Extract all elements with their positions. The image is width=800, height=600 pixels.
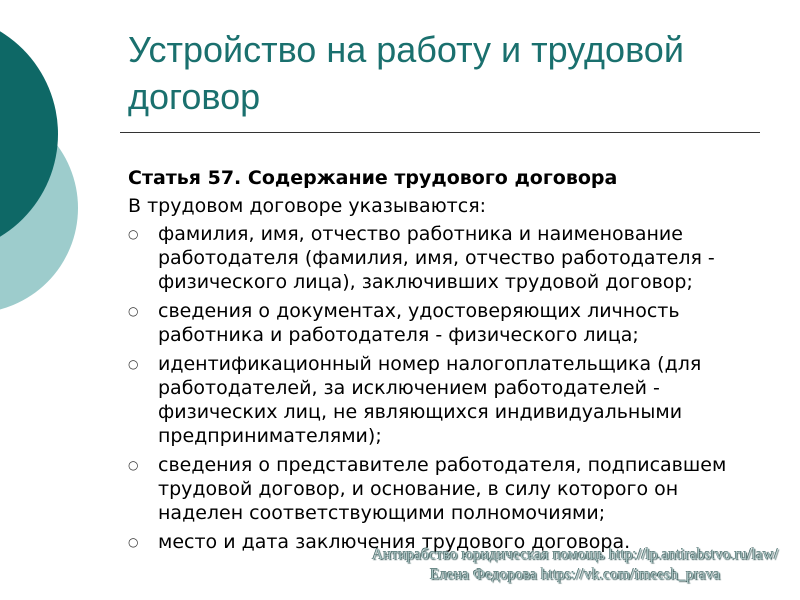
bullet-item-4 — [0, 453, 800, 525]
bullet-item-3 — [0, 352, 800, 448]
hollow-circle-bullet-icon: ○ — [128, 535, 139, 549]
bullet-line: работодателей, за исключением работодателей - — [158, 377, 660, 399]
footer-line-author: Елена Федорова https://vk.com/imeesh_prava — [429, 566, 721, 583]
intro-text: В трудовом договоре указываются: — [128, 195, 487, 217]
bullet-line: предпринимателями); — [158, 425, 382, 447]
title-divider — [120, 132, 760, 133]
bullet-line: физических лиц, не являющихся индивидуальными — [158, 401, 683, 423]
footer-watermark — [355, 545, 795, 585]
hollow-circle-bullet-icon: ○ — [128, 458, 139, 472]
bullet-line: работодателя (фамилия, имя, отчество работодателя - — [158, 247, 715, 269]
hollow-circle-bullet-icon: ○ — [128, 357, 139, 371]
bullet-line: место и дата заключения трудового договора. — [158, 531, 631, 553]
footer-line-legal-help: Антирабство юридическая помощь http://lp.antirabstvo.ru/law/ — [371, 546, 779, 563]
hollow-circle-bullet-icon: ○ — [128, 227, 139, 241]
bullet-line: работника и работодателя - физического лица; — [158, 324, 639, 346]
bullet-line: сведения о представителе работодателя, подписавшем — [158, 454, 727, 476]
bullet-item-2 — [0, 299, 800, 347]
article-heading: Статья 57. Содержание трудового договора — [128, 167, 618, 189]
hollow-circle-bullet-icon: ○ — [128, 304, 139, 318]
bullet-line: трудовой договор, и основание, в силу которого он — [158, 478, 679, 500]
bullet-line: сведения о документах, удостоверяющих личность — [158, 300, 680, 322]
bullet-list — [0, 222, 800, 559]
slide-title-line-1: Устройство на работу и трудовой — [128, 29, 684, 70]
bullet-item-1 — [0, 222, 800, 294]
bullet-line: физического лица), заключивших трудовой договор; — [158, 271, 693, 293]
slide-title-line-2: договор — [128, 76, 261, 117]
bullet-line: идентификационный номер налогоплательщика (для — [158, 353, 702, 375]
slide-title — [128, 26, 684, 120]
bullet-line: наделен соответствующими полномочиями; — [158, 502, 606, 524]
bullet-line: фамилия, имя, отчество работника и наименование — [158, 223, 683, 245]
